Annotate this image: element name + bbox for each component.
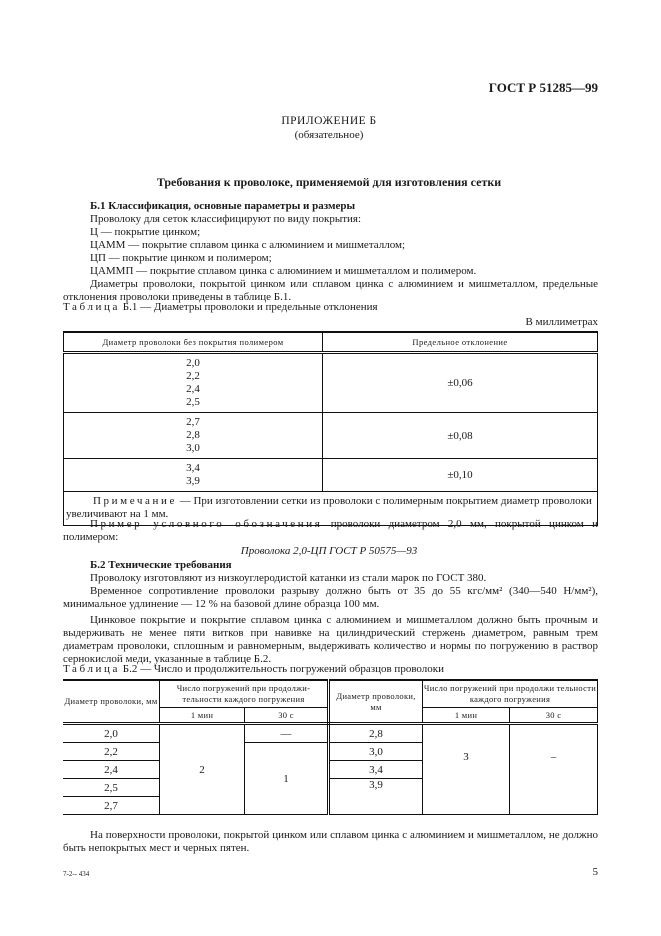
section-b2 — [63, 559, 598, 666]
diameter-cell: 2,5 — [63, 779, 160, 797]
table-b1-caption-text: Б.1 — Диаметры проволоки и предельные отклонения — [122, 301, 378, 313]
diameter-cell: 3,4 — [329, 761, 423, 779]
diameter-value: 2,4 — [186, 383, 200, 395]
diameter-value: 2,7 — [186, 416, 200, 428]
table-b2-sub-30s: 30 с — [245, 708, 329, 724]
appendix-status: (обязательное) — [294, 129, 364, 141]
diameter-cell: 3,9 — [329, 779, 423, 815]
table-b2-caption-text: Б.2 — Число и продолжительность погружений образцов проволоки — [122, 663, 445, 675]
coating-item: ЦП — покрытие цинком и полимером; — [90, 252, 272, 264]
page-number: 5 — [592, 866, 598, 878]
table-b1-caption — [63, 301, 598, 314]
note-text: — При изготовлении сетки из проволоки с полимерным покрытием диаметр проволоки увеличивают на 1 мм. — [66, 495, 592, 520]
diameter-value: 3,9 — [186, 475, 200, 487]
tolerance-cell: ±0,10 — [323, 459, 598, 492]
example-designation: Проволока 2,0-ЦП ГОСТ Р 50575—93 — [240, 545, 418, 557]
table-b2 — [63, 679, 598, 815]
diameters-paragraph: Диаметры проволоки, покрытой цинком или сплавом цинка с алюминием и мишметаллом, предельные отклонения проволоки приведены в таблице Б.1. — [63, 278, 598, 303]
section-b2-heading: Б.2 Технические требования — [90, 559, 232, 571]
coating-item: ЦАММП — покрытие сплавом цинка с алюминием и мишметаллом и полимером. — [90, 265, 477, 277]
tolerance-cell: ±0,06 — [323, 353, 598, 413]
diameter-cell — [64, 413, 323, 459]
section-b2-p1: Проволоку изготовляют из низкоуглеродистой катанки из стали марок по ГОСТ 380. — [90, 572, 487, 584]
diameter-value: 2,2 — [186, 370, 200, 382]
standard-id: ГОСТ Р 51285—99 — [488, 80, 598, 95]
example-text: проволоки диаметром 2,0 мм, покрытой цинком и полимером: — [63, 518, 598, 543]
appendix-label: ПРИЛОЖЕНИЕ Б — [281, 115, 377, 127]
diameter-cell: 2,7 — [63, 797, 160, 815]
table-row — [64, 459, 598, 492]
table-row — [63, 724, 598, 743]
count-30s-cell: — — [245, 724, 329, 743]
section-b1 — [63, 200, 598, 304]
diameter-cell: 2,0 — [63, 724, 160, 743]
table-row — [64, 353, 598, 413]
diameter-cell: 3,0 — [329, 743, 423, 761]
table-b1-caption-label: Таблица — [63, 301, 120, 313]
table-b2-header-group-right: Число погружений при продолжи тельности каждого погружения — [423, 680, 598, 708]
table-b1-header-diameter: Диаметр проволоки без покрытия полимером — [64, 332, 323, 353]
section-b1-intro: Проволоку для сеток классифицируют по виду покрытия: — [90, 213, 362, 225]
diameter-value: 3,4 — [186, 462, 200, 474]
section-b2-p3: Цинковое покрытие и покрытие сплавом цинка с алюминием и мишметаллом должно быть прочным и выдерживать не менее пяти витков при навивке на цилиндрический стержень диаметром, равным трем диаметрам проволоки, сплошным и равномерным, выдерживать количество и нормы по погружению в раствор сернокислой меди, указанные в таблице Б.2. — [63, 614, 598, 665]
count-1min-cell: 3 — [423, 724, 510, 815]
example-label: Пример условного обозначения — [90, 518, 323, 530]
diameter-cell — [64, 459, 323, 492]
count-30s-cell: – — [510, 724, 598, 815]
diameter-value: 3,0 — [186, 442, 200, 454]
table-b2-sub-1min: 1 мин — [423, 708, 510, 724]
table-b2-sub-1min: 1 мин — [160, 708, 245, 724]
coating-item: ЦАММ — покрытие сплавом цинка с алюминием и мишметаллом; — [90, 239, 406, 251]
appendix-title: Требования к проволоке, применяемой для изготовления сетки — [156, 175, 502, 189]
section-b2-p2: Временное сопротивление проволоки разрыву должно быть от 35 до 55 кгс/мм² (340—540 Н/мм²), минимальное удлинение — 12 % на базовой длине образца 100 мм. — [63, 585, 598, 610]
closing-paragraph: На поверхности проволоки, покрытой цинком или сплавом цинка с алюминием и мишметаллом, не должно быть непокрытых мест и черных пятен. — [63, 829, 598, 854]
count-1min-cell: 2 — [160, 724, 245, 815]
coating-item: Ц — покрытие цинком; — [90, 226, 201, 238]
diameter-cell: 2,8 — [329, 724, 423, 743]
table-b1-header-tolerance: Предельное отклонение — [323, 332, 598, 353]
diameter-cell — [64, 353, 323, 413]
note-label: Примечание — [93, 495, 177, 507]
diameter-value: 2,8 — [186, 429, 200, 441]
count-30s-cell: 1 — [245, 743, 329, 815]
table-b2-header-group-left: Число погружений при продолжи-тельности каждого погружения — [160, 680, 329, 708]
table-b2-caption-label: Таблица — [63, 663, 120, 675]
designation-example — [63, 518, 598, 544]
diameter-cell: 2,2 — [63, 743, 160, 761]
tolerance-cell: ±0,08 — [323, 413, 598, 459]
table-b1-units: В миллиметрах — [525, 316, 598, 328]
table-b2-sub-30s: 30 с — [510, 708, 598, 724]
print-code: 7-2-- 434 — [63, 870, 90, 878]
table-b2-caption — [63, 663, 598, 676]
diameter-cell: 2,4 — [63, 761, 160, 779]
table-b2-header-diameter-left: Диаметр проволоки, мм — [63, 680, 160, 724]
diameter-value: 2,0 — [186, 357, 200, 369]
diameter-value: 2,5 — [186, 396, 200, 408]
table-row — [64, 413, 598, 459]
section-b1-heading: Б.1 Классификация, основные параметры и размеры — [90, 200, 356, 212]
table-b2-header-diameter-right: Диаметр проволоки, мм — [329, 680, 423, 724]
table-b1 — [63, 331, 598, 526]
